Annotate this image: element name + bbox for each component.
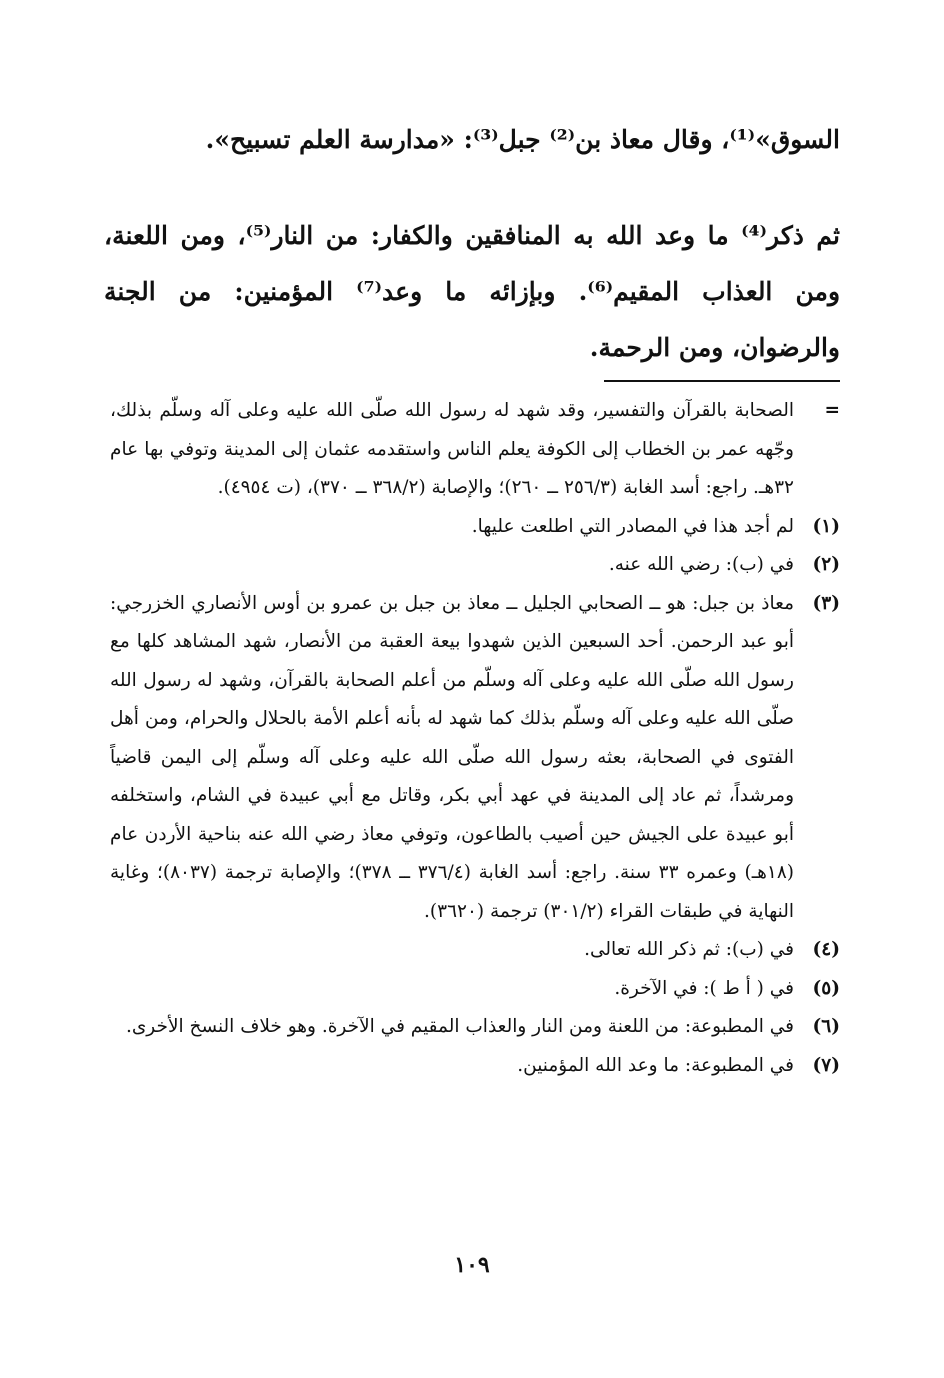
footnote-6 [110,1008,840,1047]
footnote-5 [110,970,840,1009]
paragraph-2: ثم ذكر⁽⁴⁾ ما وعد الله به المنافقين والكفار: من النار⁽⁵⁾، ومن اللعنة، ومن العذاب المقيم⁽⁶⁾. وبإزائه ما وعد⁽⁷⁾ المؤمنين: من الجنة والرضوان، ومن الرحمة. [104,221,841,362]
footnote-continuation-mark: = [824,400,840,421]
footnote-2 [110,546,840,585]
footnote-number: (٧) [812,1054,840,1076]
footnote-1 [110,508,840,547]
footnote-continued [110,392,840,508]
footnote-text: في المطبوعة: من اللعنة ومن النار والعذاب المقيم في الآخرة. وهو خلاف النسخ الأخرى. [125,1016,794,1037]
footnote-7 [110,1047,840,1086]
footnote-number: (٦) [812,1016,840,1037]
footnote-4 [110,931,840,970]
footnote-text: في (ب): رضي الله عنه. [608,554,794,575]
footnote-number: (٣) [812,592,840,614]
footnote-text: في ( أ ط ): في الآخرة. [614,977,794,999]
footnote-3 [110,585,840,932]
main-text [104,112,840,376]
footnote-separator [604,380,840,382]
footnote-number: (٢) [812,554,840,575]
footnote-text: لم أجد هذا في المصادر التي اطلعت عليها. [471,515,794,537]
footnote-number: (١) [812,515,840,537]
paragraph-1: السوق»⁽¹⁾، وقال معاذ بن⁽²⁾ جبل⁽³⁾: «مدارسة العلم تسبيح». [205,125,840,154]
footnote-text: معاذ بن جبل: هو ــ الصحابي الجليل ــ معاذ بن جبل بن عمرو بن أوس الأنصاري الخزرجي: أبو عبد الرحمن. أحد السبعين الذين شهدوا بيعة العقبة من الأنصار، شهد المشاهد كلها مع رسول الله صلّى الله عليه وعلى آله وسلّم من أعلم الصحابة بالقرآن، وشهد له رسول الله صلّى الله عليه وعلى آله وسلّم بذلك كما شهد له بأنه أعلم الأمة بالحلال والحرام، ومن أهل الفتوى في الصحابة، بعثه رسول الله صلّى الله عليه وعلى آله وسلّم إلى اليمن قاضياً ومرشداً، ثم عاد إلى المدينة في عهد أبي بكر، وقاتل مع أبي عبيدة في الشام، واستخلفه أبو عبيدة على الجيش حين أصيب بالطاعون، وتوفي معاذ رضي الله عنه بناحية الأردن عام (١٨هـ) وعمره ٣٣ سنة. راجع: أسد الغابة (٣٧٦/٤ ــ ٣٧٨)؛ والإصابة ترجمة (٨٠٣٧)؛ وغاية النهاية في طبقات القراء (٣٠١/٢) ترجمة (٣٦٢٠). [110,592,794,922]
footnotes [110,392,840,1085]
footnote-number: (٤) [812,939,840,960]
footnote-text: في (ب): ثم ذكر الله تعالى. [584,939,794,960]
footnote-number: (٥) [812,977,840,999]
page-number: ١٠٩ [454,1252,490,1278]
footnote-text: في المطبوعة: ما وعد الله المؤمنين. [517,1054,794,1076]
footnote-text: الصحابة بالقرآن والتفسير، وقد شهد له رسول الله صلّى الله عليه وعلى آله وسلّم بذلك، وجّهه عمر بن الخطاب إلى الكوفة يعلم الناس واستقدمه عثمان إلى المدينة وتوفي بها عام ٣٢هـ. راجع: أسد الغابة (٢٥٦/٣ ــ ٢٦٠)؛ والإصابة (٣٦٨/٢ ــ ٣٧٠)، (ت ٤٩٥٤). [110,400,794,498]
